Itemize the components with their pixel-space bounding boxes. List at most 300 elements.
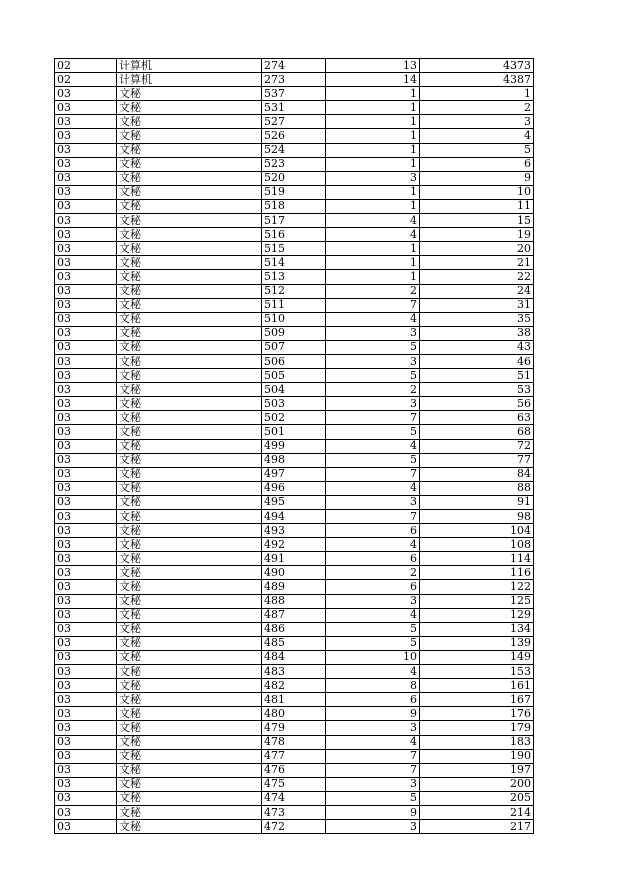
table-row [55, 665, 534, 679]
count-cell: 7 [326, 298, 420, 312]
score-cell: 274 [262, 59, 326, 73]
count-cell: 6 [326, 693, 420, 707]
table-row [55, 552, 534, 566]
count-cell: 2 [326, 284, 420, 298]
score-cell: 518 [262, 199, 326, 213]
cumulative-cell: 53 [420, 383, 534, 397]
score-cell: 511 [262, 298, 326, 312]
score-cell: 273 [262, 73, 326, 87]
cumulative-cell: 197 [420, 763, 534, 777]
major-cell: 文秘 [117, 185, 262, 199]
major-cell: 文秘 [117, 326, 262, 340]
table-row [55, 397, 534, 411]
score-cell: 506 [262, 354, 326, 368]
code-cell: 03 [55, 453, 117, 467]
major-cell: 文秘 [117, 171, 262, 185]
table-row [55, 693, 534, 707]
code-cell: 03 [55, 791, 117, 805]
code-cell: 03 [55, 763, 117, 777]
count-cell: 4 [326, 439, 420, 453]
count-cell: 1 [326, 143, 420, 157]
table-row [55, 354, 534, 368]
code-cell: 03 [55, 580, 117, 594]
table-row [55, 594, 534, 608]
cumulative-cell: 153 [420, 665, 534, 679]
code-cell: 03 [55, 566, 117, 580]
major-cell: 文秘 [117, 622, 262, 636]
table-row [55, 538, 534, 552]
score-cell: 487 [262, 608, 326, 622]
count-cell: 5 [326, 453, 420, 467]
cumulative-cell: 104 [420, 524, 534, 538]
table-row [55, 171, 534, 185]
code-cell: 03 [55, 524, 117, 538]
count-cell: 9 [326, 707, 420, 721]
count-cell: 4 [326, 735, 420, 749]
cumulative-cell: 15 [420, 214, 534, 228]
major-cell: 文秘 [117, 721, 262, 735]
cumulative-cell: 214 [420, 805, 534, 819]
score-cell: 484 [262, 650, 326, 664]
count-cell: 7 [326, 749, 420, 763]
table-row [55, 87, 534, 101]
major-cell: 文秘 [117, 481, 262, 495]
major-cell: 文秘 [117, 101, 262, 115]
cumulative-cell: 68 [420, 425, 534, 439]
code-cell: 03 [55, 693, 117, 707]
score-cell: 489 [262, 580, 326, 594]
count-cell: 4 [326, 538, 420, 552]
count-cell: 9 [326, 805, 420, 819]
table-row [55, 580, 534, 594]
code-cell: 03 [55, 228, 117, 242]
cumulative-cell: 9 [420, 171, 534, 185]
count-cell: 4 [326, 665, 420, 679]
table-row [55, 298, 534, 312]
count-cell: 1 [326, 87, 420, 101]
code-cell: 02 [55, 73, 117, 87]
major-cell: 文秘 [117, 369, 262, 383]
code-cell: 03 [55, 256, 117, 270]
cumulative-cell: 72 [420, 439, 534, 453]
code-cell: 03 [55, 608, 117, 622]
cumulative-cell: 38 [420, 326, 534, 340]
table-row [55, 721, 534, 735]
major-cell: 文秘 [117, 510, 262, 524]
count-cell: 3 [326, 495, 420, 509]
major-cell: 文秘 [117, 608, 262, 622]
code-cell: 03 [55, 87, 117, 101]
cumulative-cell: 77 [420, 453, 534, 467]
major-cell: 文秘 [117, 298, 262, 312]
table-row [55, 650, 534, 664]
count-cell: 3 [326, 777, 420, 791]
cumulative-cell: 183 [420, 735, 534, 749]
code-cell: 03 [55, 354, 117, 368]
count-cell: 5 [326, 622, 420, 636]
major-cell: 文秘 [117, 199, 262, 213]
table-row [55, 524, 534, 538]
table-row [55, 101, 534, 115]
code-cell: 03 [55, 185, 117, 199]
table-row [55, 622, 534, 636]
score-cell: 513 [262, 270, 326, 284]
major-cell: 文秘 [117, 749, 262, 763]
table-row [55, 749, 534, 763]
cumulative-cell: 161 [420, 679, 534, 693]
cumulative-cell: 1 [420, 87, 534, 101]
table-row [55, 777, 534, 791]
count-cell: 7 [326, 467, 420, 481]
score-cell: 504 [262, 383, 326, 397]
table-row [55, 270, 534, 284]
cumulative-cell: 4373 [420, 59, 534, 73]
count-cell: 1 [326, 199, 420, 213]
score-cell: 483 [262, 665, 326, 679]
table-row [55, 791, 534, 805]
table-row [55, 820, 534, 834]
code-cell: 03 [55, 340, 117, 354]
code-cell: 03 [55, 397, 117, 411]
count-cell: 1 [326, 101, 420, 115]
score-cell: 497 [262, 467, 326, 481]
major-cell: 文秘 [117, 284, 262, 298]
major-cell: 文秘 [117, 214, 262, 228]
major-cell: 文秘 [117, 312, 262, 326]
score-cell: 519 [262, 185, 326, 199]
cumulative-cell: 167 [420, 693, 534, 707]
score-cell: 495 [262, 495, 326, 509]
score-cell: 515 [262, 242, 326, 256]
major-cell: 文秘 [117, 763, 262, 777]
count-cell: 1 [326, 185, 420, 199]
count-cell: 3 [326, 594, 420, 608]
major-cell: 文秘 [117, 115, 262, 129]
cumulative-cell: 11 [420, 199, 534, 213]
code-cell: 03 [55, 326, 117, 340]
table-row [55, 481, 534, 495]
score-cell: 472 [262, 820, 326, 834]
major-cell: 文秘 [117, 679, 262, 693]
table-row [55, 228, 534, 242]
score-cell: 517 [262, 214, 326, 228]
score-cell: 503 [262, 397, 326, 411]
count-cell: 2 [326, 566, 420, 580]
table-row [55, 214, 534, 228]
table-row [55, 495, 534, 509]
score-cell: 478 [262, 735, 326, 749]
score-cell: 492 [262, 538, 326, 552]
code-cell: 03 [55, 538, 117, 552]
count-cell: 7 [326, 763, 420, 777]
cumulative-cell: 35 [420, 312, 534, 326]
major-cell: 文秘 [117, 594, 262, 608]
major-cell: 文秘 [117, 693, 262, 707]
code-cell: 03 [55, 157, 117, 171]
table-row [55, 312, 534, 326]
table-row [55, 707, 534, 721]
score-cell: 496 [262, 481, 326, 495]
cumulative-cell: 116 [420, 566, 534, 580]
cumulative-cell: 179 [420, 721, 534, 735]
major-cell: 文秘 [117, 228, 262, 242]
major-cell: 文秘 [117, 777, 262, 791]
major-cell: 文秘 [117, 270, 262, 284]
score-cell: 531 [262, 101, 326, 115]
count-cell: 10 [326, 650, 420, 664]
major-cell: 计算机 [117, 59, 262, 73]
count-cell: 6 [326, 580, 420, 594]
major-cell: 文秘 [117, 354, 262, 368]
major-cell: 文秘 [117, 791, 262, 805]
code-cell: 03 [55, 284, 117, 298]
table-row [55, 369, 534, 383]
count-cell: 5 [326, 791, 420, 805]
count-cell: 6 [326, 524, 420, 538]
code-cell: 03 [55, 636, 117, 650]
major-cell: 文秘 [117, 439, 262, 453]
score-cell: 505 [262, 369, 326, 383]
score-cell: 473 [262, 805, 326, 819]
score-cell: 502 [262, 411, 326, 425]
code-cell: 03 [55, 115, 117, 129]
count-cell: 4 [326, 228, 420, 242]
major-cell: 文秘 [117, 340, 262, 354]
code-cell: 03 [55, 820, 117, 834]
major-cell: 文秘 [117, 397, 262, 411]
major-cell: 计算机 [117, 73, 262, 87]
score-cell: 523 [262, 157, 326, 171]
cumulative-cell: 4387 [420, 73, 534, 87]
code-cell: 03 [55, 298, 117, 312]
cumulative-cell: 2 [420, 101, 534, 115]
code-cell: 03 [55, 735, 117, 749]
score-cell: 524 [262, 143, 326, 157]
count-cell: 1 [326, 115, 420, 129]
code-cell: 03 [55, 312, 117, 326]
code-cell: 03 [55, 552, 117, 566]
score-cell: 476 [262, 763, 326, 777]
cumulative-cell: 134 [420, 622, 534, 636]
code-cell: 03 [55, 805, 117, 819]
table-row [55, 340, 534, 354]
cumulative-cell: 6 [420, 157, 534, 171]
code-cell: 03 [55, 171, 117, 185]
cumulative-cell: 190 [420, 749, 534, 763]
count-cell: 1 [326, 270, 420, 284]
count-cell: 1 [326, 157, 420, 171]
table-row [55, 608, 534, 622]
table-row [55, 256, 534, 270]
table-row [55, 425, 534, 439]
count-cell: 3 [326, 721, 420, 735]
count-cell: 3 [326, 354, 420, 368]
score-cell: 507 [262, 340, 326, 354]
cumulative-cell: 24 [420, 284, 534, 298]
code-cell: 03 [55, 749, 117, 763]
table-row [55, 115, 534, 129]
code-cell: 03 [55, 214, 117, 228]
cumulative-cell: 205 [420, 791, 534, 805]
code-cell: 03 [55, 101, 117, 115]
major-cell: 文秘 [117, 242, 262, 256]
table-row [55, 242, 534, 256]
cumulative-cell: 19 [420, 228, 534, 242]
cumulative-cell: 125 [420, 594, 534, 608]
count-cell: 5 [326, 425, 420, 439]
major-cell: 文秘 [117, 707, 262, 721]
cumulative-cell: 98 [420, 510, 534, 524]
table-row [55, 566, 534, 580]
score-cell: 510 [262, 312, 326, 326]
table-row [55, 157, 534, 171]
code-cell: 03 [55, 679, 117, 693]
cumulative-cell: 176 [420, 707, 534, 721]
cumulative-cell: 63 [420, 411, 534, 425]
code-cell: 03 [55, 143, 117, 157]
cumulative-cell: 114 [420, 552, 534, 566]
count-cell: 13 [326, 59, 420, 73]
cumulative-cell: 3 [420, 115, 534, 129]
code-cell: 03 [55, 129, 117, 143]
major-cell: 文秘 [117, 383, 262, 397]
code-cell: 03 [55, 707, 117, 721]
table-row [55, 73, 534, 87]
count-cell: 4 [326, 312, 420, 326]
cumulative-cell: 22 [420, 270, 534, 284]
count-cell: 4 [326, 608, 420, 622]
cumulative-cell: 5 [420, 143, 534, 157]
major-cell: 文秘 [117, 580, 262, 594]
count-cell: 1 [326, 256, 420, 270]
code-cell: 03 [55, 383, 117, 397]
score-table-body [55, 59, 534, 834]
cumulative-cell: 91 [420, 495, 534, 509]
major-cell: 文秘 [117, 411, 262, 425]
code-cell: 03 [55, 594, 117, 608]
major-cell: 文秘 [117, 820, 262, 834]
cumulative-cell: 108 [420, 538, 534, 552]
count-cell: 6 [326, 552, 420, 566]
table-row [55, 143, 534, 157]
table-row [55, 763, 534, 777]
score-cell: 527 [262, 115, 326, 129]
count-cell: 5 [326, 369, 420, 383]
major-cell: 文秘 [117, 467, 262, 481]
cumulative-cell: 149 [420, 650, 534, 664]
score-cell: 481 [262, 693, 326, 707]
score-cell: 537 [262, 87, 326, 101]
table-row [55, 185, 534, 199]
score-cell: 474 [262, 791, 326, 805]
cumulative-cell: 129 [420, 608, 534, 622]
count-cell: 5 [326, 636, 420, 650]
table-row [55, 129, 534, 143]
cumulative-cell: 139 [420, 636, 534, 650]
code-cell: 03 [55, 777, 117, 791]
table-row [55, 467, 534, 481]
code-cell: 03 [55, 622, 117, 636]
code-cell: 03 [55, 199, 117, 213]
table-row [55, 735, 534, 749]
major-cell: 文秘 [117, 650, 262, 664]
major-cell: 文秘 [117, 538, 262, 552]
major-cell: 文秘 [117, 495, 262, 509]
code-cell: 03 [55, 665, 117, 679]
cumulative-cell: 56 [420, 397, 534, 411]
table-row [55, 510, 534, 524]
code-cell: 03 [55, 270, 117, 284]
count-cell: 2 [326, 383, 420, 397]
code-cell: 03 [55, 467, 117, 481]
table-row [55, 679, 534, 693]
major-cell: 文秘 [117, 129, 262, 143]
count-cell: 3 [326, 397, 420, 411]
cumulative-cell: 4 [420, 129, 534, 143]
code-cell: 03 [55, 510, 117, 524]
score-cell: 512 [262, 284, 326, 298]
major-cell: 文秘 [117, 524, 262, 538]
code-cell: 03 [55, 495, 117, 509]
cumulative-cell: 46 [420, 354, 534, 368]
count-cell: 7 [326, 411, 420, 425]
code-cell: 03 [55, 425, 117, 439]
count-cell: 1 [326, 242, 420, 256]
score-cell: 488 [262, 594, 326, 608]
count-cell: 3 [326, 171, 420, 185]
table-row [55, 636, 534, 650]
count-cell: 3 [326, 326, 420, 340]
score-cell: 526 [262, 129, 326, 143]
code-cell: 03 [55, 411, 117, 425]
cumulative-cell: 10 [420, 185, 534, 199]
score-cell: 482 [262, 679, 326, 693]
score-cell: 498 [262, 453, 326, 467]
count-cell: 7 [326, 510, 420, 524]
table-row [55, 411, 534, 425]
score-cell: 490 [262, 566, 326, 580]
score-cell: 520 [262, 171, 326, 185]
major-cell: 文秘 [117, 665, 262, 679]
count-cell: 4 [326, 481, 420, 495]
code-cell: 03 [55, 439, 117, 453]
cumulative-cell: 122 [420, 580, 534, 594]
major-cell: 文秘 [117, 636, 262, 650]
score-cell: 509 [262, 326, 326, 340]
score-cell: 493 [262, 524, 326, 538]
cumulative-cell: 43 [420, 340, 534, 354]
major-cell: 文秘 [117, 256, 262, 270]
major-cell: 文秘 [117, 143, 262, 157]
code-cell: 03 [55, 721, 117, 735]
score-cell: 516 [262, 228, 326, 242]
code-cell: 03 [55, 369, 117, 383]
table-row [55, 326, 534, 340]
major-cell: 文秘 [117, 425, 262, 439]
score-cell: 480 [262, 707, 326, 721]
table-row [55, 439, 534, 453]
code-cell: 03 [55, 242, 117, 256]
cumulative-cell: 31 [420, 298, 534, 312]
count-cell: 5 [326, 340, 420, 354]
score-cell: 514 [262, 256, 326, 270]
table-row [55, 199, 534, 213]
count-cell: 8 [326, 679, 420, 693]
count-cell: 3 [326, 820, 420, 834]
score-cell: 479 [262, 721, 326, 735]
cumulative-cell: 20 [420, 242, 534, 256]
score-cell: 491 [262, 552, 326, 566]
